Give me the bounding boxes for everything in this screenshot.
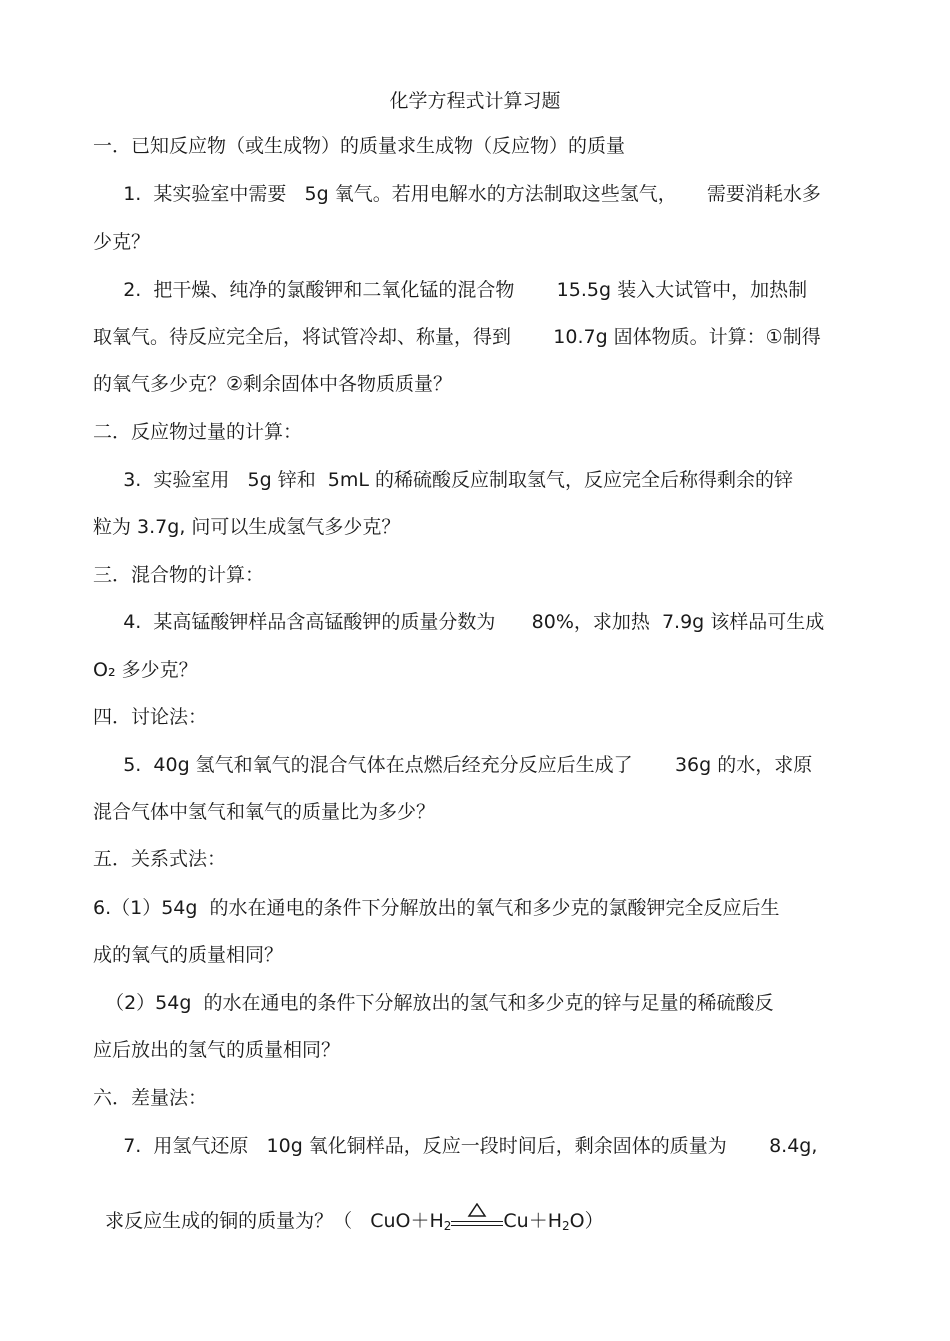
subscript-h2o: 2 bbox=[562, 1219, 570, 1233]
subscript-h2: 2 bbox=[443, 1219, 452, 1233]
text-line-5: 取氧气。待反应完全后，将试管冷却、称量，得到 10.7g 固体物质。计算：①制得 bbox=[93, 326, 821, 348]
text-line-19: （2）54g 的水在通电的条件下分解放出的氢气和多少克的锌与足量的稀硫酸反 bbox=[93, 992, 774, 1014]
text-line-1: 一．已知反应物（或生成物）的质量求生成物（反应物）的质量 bbox=[93, 135, 626, 157]
section-heading-2: 二．反应物过量的计算： bbox=[93, 421, 303, 443]
equation-prefix: 求反应生成的铜的质量为？（ CuO＋H bbox=[105, 1210, 444, 1232]
text-line-9: 粒为 3.7g, 问可以生成氢气多少克？ bbox=[93, 516, 401, 538]
text-line-12: O₂ 多少克？ bbox=[93, 659, 198, 681]
text-line-20: 应后放出的氢气的质量相同？ bbox=[93, 1039, 341, 1061]
equation-line bbox=[93, 1185, 604, 1238]
section-heading-4: 四．讨论法： bbox=[93, 706, 208, 728]
text-line-17: 6.（1）54g 的水在通电的条件下分解放出的氧气和多少克的氯酸钾完全反应后生 bbox=[93, 897, 780, 919]
page-title: 化学方程式计算习题 bbox=[389, 90, 561, 112]
text-line-14: 5. 40g 氢气和氧气的混合气体在点燃后经充分反应后生成了 36g 的水，求原 bbox=[93, 754, 813, 776]
text-line-11: 4. 某高锰酸钾样品含高锰酸钾的质量分数为 80%，求加热 7.9g 该样品可生成 bbox=[93, 611, 825, 633]
section-heading-6: 六．差量法： bbox=[93, 1087, 208, 1109]
text-line-18: 成的氧气的质量相同？ bbox=[93, 944, 284, 966]
text-line-4: 2. 把干燥、纯净的氯酸钾和二氧化锰的混合物 15.5g 装入大试管中，加热制 bbox=[93, 279, 808, 301]
text-line-3: 少克？ bbox=[93, 231, 151, 253]
text-line-8: 3. 实验室用 5g 锌和 5mL 的稀硫酸反应制取氢气，反应完全后称得剩余的锌 bbox=[93, 469, 794, 491]
text-line-15: 混合气体中氢气和氧气的质量比为多少？ bbox=[93, 801, 436, 823]
equation-right: Cu＋H bbox=[503, 1210, 563, 1232]
section-heading-3: 三．混合物的计算： bbox=[93, 564, 265, 586]
text-line-22: 7. 用氢气还原 10g 氧化铜样品，反应一段时间后，剩余固体的质量为 8.4g, bbox=[93, 1135, 818, 1157]
section-heading-5: 五．关系式法： bbox=[93, 848, 227, 870]
text-line-6: 的氧气多少克？②剩余固体中各物质质量？ bbox=[93, 373, 453, 395]
heat-condition-equals-icon bbox=[451, 1209, 503, 1233]
text-line-2: 1. 某实验室中需要 5g 氧气。若用电解水的方法制取这些氢气， 需要消耗水多 bbox=[93, 183, 821, 205]
equation-tail: O） bbox=[569, 1210, 604, 1232]
